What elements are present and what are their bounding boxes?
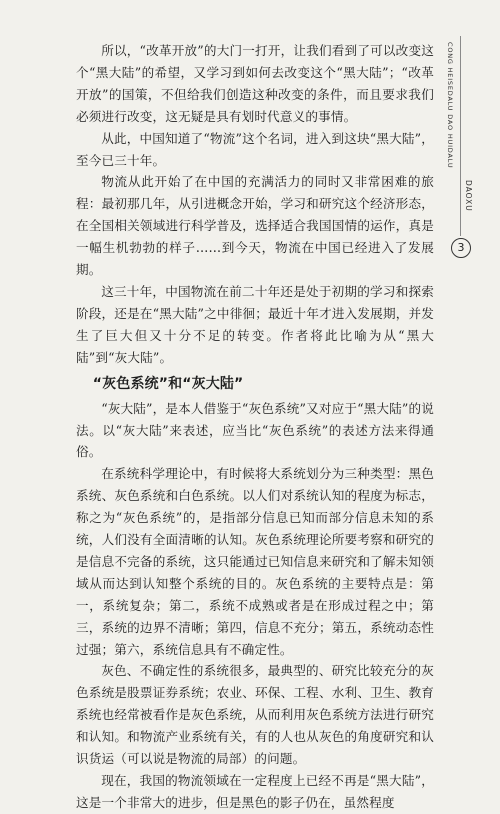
paragraph: 现在，我国的物流领域在一定程度上已经不再是“黑大陆”，这是一个非常大的进步，但是黑色的影子仍在，虽然程度 bbox=[76, 773, 434, 810]
running-header bbox=[446, 42, 460, 169]
page-number: 3 bbox=[451, 238, 471, 258]
paragraph: 灰色、不确定性的系统很多，最典型的、研究比较充分的灰色系统是股票证券系统；农业、环保、工程、水利、卫生、教育系统也经常被看作是灰色系统，从而利用灰色系统方法进行研究和认知。和物流产业系统有关，有的人也从灰色的角度研究和认识货运（可以说是物流的局部）的问题。 bbox=[76, 663, 434, 767]
margin-rule bbox=[460, 36, 461, 236]
running-header-subtitle: CONG HEISEDALU DAO HUIDALU bbox=[446, 42, 454, 169]
paragraph: 物流从此开始了在中国的充满活力的同时又非常困难的旅程：最初那几年，从引进概念开始，学习和研究这个经济形态，在全国相关领域进行科学普及，选择适合我国国情的运作，真是一幅生机勃勃的样子……到今天，物流在中国已经进入了发展期。 bbox=[76, 174, 434, 278]
section-heading: “灰色系统”和“灰大陆” bbox=[92, 375, 244, 392]
paragraph: 这三十年，中国物流在前二十年还是处于初期的学习和探索阶段，还是在“黑大陆”之中徘徊；最近十年才进入发展期，并发生了巨大但又十分不足的转变。作者将此比喻为从“黑大陆”到“灰大陆”。 bbox=[76, 283, 434, 365]
paragraph: 从此，中国知道了“物流”这个名词，进入到这块“黑大陆”，至今已三十年。 bbox=[76, 130, 434, 168]
paragraph: 所以，“改革开放”的大门一打开，让我们看到了可以改变这个“黑大陆”的希望，又学习到如何去改变这个“黑大陆”；“改革开放”的国策，不但给我们创造这种改变的条件，而且要求我们必须进行改变，这无疑是具有划时代意义的事情。 bbox=[76, 43, 434, 124]
body-text bbox=[76, 40, 434, 814]
paragraph: “灰大陆”，是本人借鉴于“灰色系统”又对应于“黑大陆”的说法。以“灰大陆”来表述，应当比“灰色系统”的表述方法来得通俗。 bbox=[76, 400, 434, 460]
paragraph: 在系统科学理论中，有时候将大系统划分为三种类型：黑色系统、灰色系统和白色系统。以人们对系统认知的程度为标志，称之为“灰色系统”的，是指部分信息已知而部分信息未知的系统，人们没有全面清晰的认知。灰色系统理论所要考察和研究的是信息不完备的系统，这只能通过已知信息来研究和了解未知领域从而达到认知整个系统的目的。灰色系统的主要特点是：第一，系统复杂；第二，系统不成熟或者是在形成过程之中；第三，系统的边界不清晰；第四，信息不充分；第五，系统动态性过强；第六，系统信息具有不确定性。 bbox=[76, 466, 434, 657]
running-header-title: DAOXU bbox=[464, 180, 473, 212]
